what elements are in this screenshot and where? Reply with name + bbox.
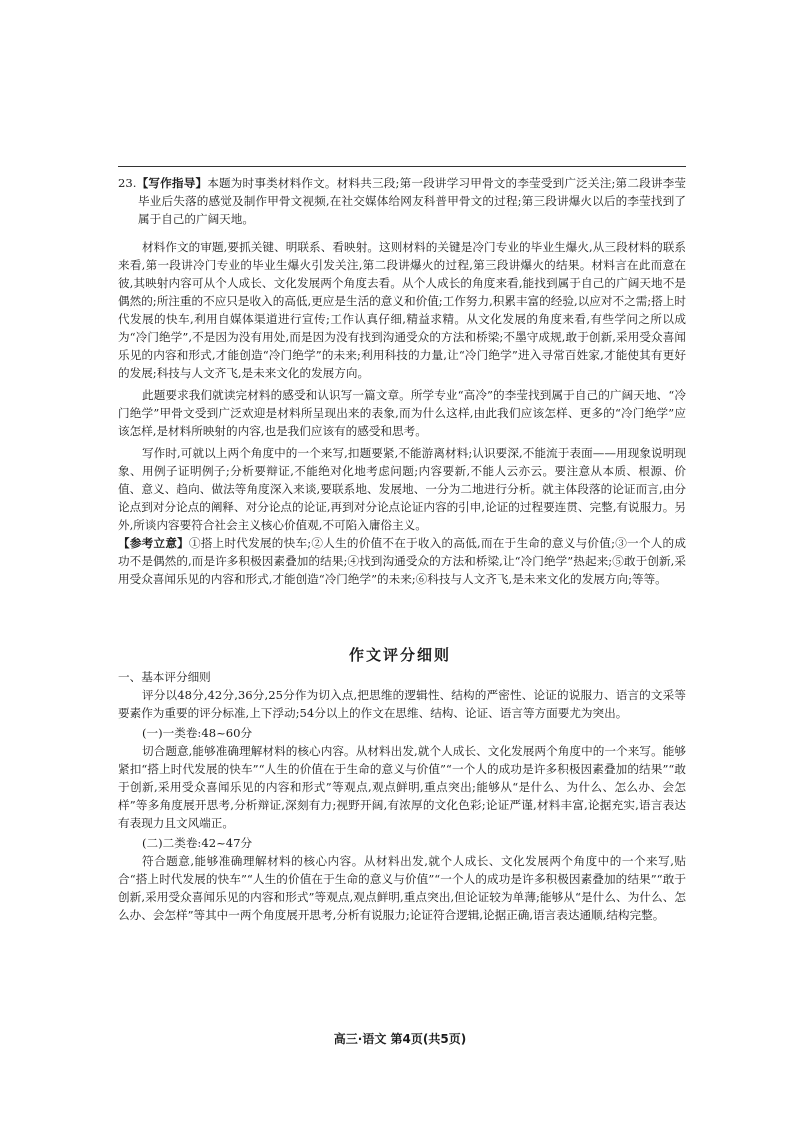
top-divider (118, 166, 686, 167)
rubric-body (118, 668, 686, 924)
rubric-section-heading: 一、基本评分细则 (118, 670, 211, 684)
analysis-paragraph-2: 此题要求我们就读完材料的感受和认识写一篇文章。所学专业“高冷”的李莹找到属于自己的广阔天地、“冷门绝学”甲骨文受到广泛欢迎是材料所呈现出来的表象,而为什么这样,由此我们应该怎样、更多的“冷门绝学”应该怎样,是材料所映射的内容,也是我们应该有的感受和思考。 (118, 388, 686, 438)
class-1-criteria: 切合题意,能够准确理解材料的核心内容。从材料出发,就个人成长、文化发展两个角度中的一个来写。能够紧扣“搭上时代发展的快车”“人生的价值在于生命的意义与价值”“一个人的成功是许多积极因素叠加的结果”“敢于创新,采用受众喜闻乐见的内容和形式”等观点,观点鲜明,重点突出;能够从“是什么、为什么、怎么办、会怎样”等多角度展开思考,分析辩证,深刻有力;视野开阔,有浓厚的文化色彩;论证严谨,材料丰富,论据充实,语言表达有表现力且文风端正。 (118, 744, 686, 830)
analysis-paragraph-1: 材料作文的审题,要抓关键、明联系、看映射。这则材料的关键是冷门专业的毕业生爆火,从三段材料的联系来看,第一段讲冷门专业的毕业生爆火引发关注,第二段讲爆火的过程,第三段讲爆火的结果。材料言在此而意在彼,其映射内容可从个人成长、文化发展两个角度去看。从个人成长的角度来看,能找到属于自己的广阔天地不是偶然的;所注重的不应只是收入的高低,更应是生活的意义和价值;工作努力,积累丰富的经验,以应对不之需;搭上时代发展的快车,利用自媒体渠道进行宣传;工作认真仔细,精益求精。从文化发展的角度来看,有些学问之所以成为“冷门绝学”,不是因为没有用处,而是因为没有找到沟通受众的方法和桥梁;不墨守成规,敢于创新,采用受众喜闻乐见的内容和形式,才能创造“冷门绝学”的未来;利用科技的力量,让“冷门绝学”进入寻常百姓家,才能使其有更好的发展;科技与人文齐飞,是未来文化的发展方向。 (118, 240, 686, 380)
question-23-answer (118, 174, 686, 588)
class-2-criteria: 符合题意,能够准确理解材料的核心内容。从材料出发,就个人成长、文化发展两个角度中的一个来写,贴合“搭上时代发展的快车”“人生的价值在于生命的意义与价值”“一个人的成功是许多积极因素叠加的结果”“敢于创新,采用受众喜闻乐见的内容和形式”等观点,观点鲜明,重点突出,但论证较为单薄;能够从“是什么、为什么、怎么办、会怎样”等其中一两个角度展开思考,分析有说服力;论证符合逻辑,论据正确,语言表达通顺,结构完整。 (118, 854, 686, 922)
reference-ideas-tag: 【参考立意】 (118, 536, 189, 550)
analysis-paragraph-3: 写作时,可就以上两个角度中的一个来写,扣题要紧,不能游离材料;认识要深,不能流于表面——用现象说明现象、用例子证明例子;分析要辩证,不能绝对化地考虑问题;内容要新,不能人云亦云。要注意从本质、根源、价值、意义、趋向、做法等角度深入来谈,要联系地、发展地、一分为二地进行分析。就主体段落的论证而言,由分论点到对分论点的阐释、对分论点的论证,再到对分论点论证内容的引申,论证的过程要连贯、完整,有说服力。另外,所谈内容要符合社会主义核心价值观,不可陷入庸俗主义。 (118, 446, 686, 532)
writing-guide (118, 174, 686, 228)
page-footer: 高三·语文 第4页(共5页) (333, 1032, 467, 1046)
reference-ideas (118, 534, 686, 588)
reference-ideas-text: ①搭上时代发展的快车;②人生的价值不在于收入的高低,而在于生命的意义与价值;③一个人的成功不是偶然的,而是许多积极因素叠加的结果;④找到沟通受众的方法和桥梁,让“冷门绝学”热起来;⑤敢于创新,采用受众喜闻乐见的内容和形式,才能创造“冷门绝学”的未来;⑥科技与人文齐飞,是未来文化的发展方向;等等。 (118, 536, 686, 586)
writing-guide-text: 本题为时事类材料作文。材料共三段;第一段讲学习甲骨文的李莹受到广泛关注;第二段讲李莹毕业后失落的感觉及制作甲骨文视频,在社交媒体给网友科普甲骨文的过程;第三段讲爆火以后的李莹找到了属于自己的广阔天地。 (138, 176, 686, 226)
class-1-heading: (一)一类卷:48~60分 (142, 726, 253, 740)
writing-guide-tag: 【写作指导】 (136, 176, 208, 190)
question-number: 23. (118, 176, 137, 190)
rubric-intro: 评分以48分,42分,36分,25分作为切入点,把思维的逻辑性、结构的严密性、论证的说服力、语言的文采等要素作为重要的评分标准,上下浮动;54分以上的作文在思维、结构、论证、语言等方面要尤为突出。 (118, 688, 686, 720)
rubric-title: 作文评分细则 (348, 646, 451, 664)
class-2-heading: (二)二类卷:42~47分 (142, 836, 253, 850)
